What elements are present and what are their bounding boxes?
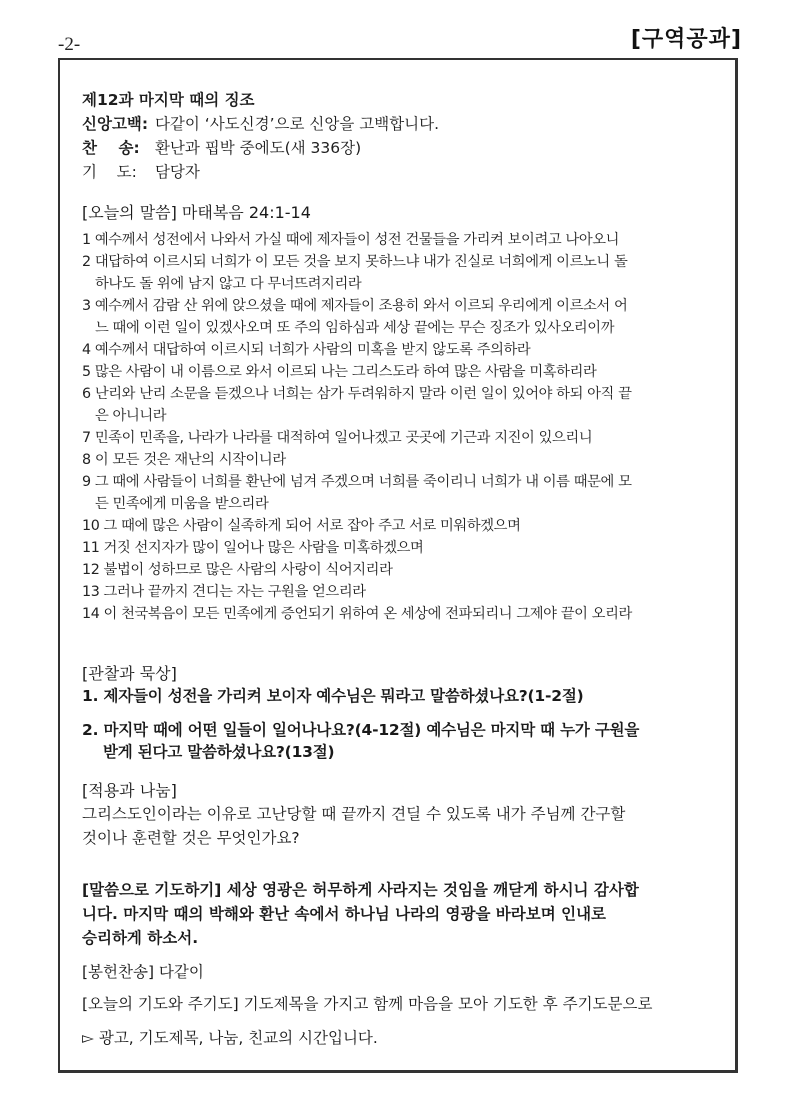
verse-text: 13 그러나 끝까지 견디는 자는 구원을 얻으리라	[82, 584, 366, 600]
verse-text: 8 이 모든 것은 재난의 시작이니라	[82, 452, 286, 468]
creed-label: 신앙고백:	[82, 115, 149, 133]
prayer-time: [오늘의 기도와 주기도] 기도제목을 가지고 함께 마음을 모아 기도한 후 주기도문으로	[82, 995, 653, 1013]
hymn-row	[82, 136, 722, 160]
verse-text: 12 불법이 성하므로 많은 사람의 사랑이 식어지리라	[82, 562, 393, 578]
creed-text: 다같이 ‘사도신경’으로 신앙을 고백합니다.	[154, 115, 440, 133]
question-2	[82, 719, 722, 763]
verse-text: 3 예수께서 감람 산 위에 앉으셨을 때에 제자들이 조용히 와서 이르되 우리에게 이르소서 어	[82, 298, 628, 314]
verse-text: 6 난리와 난리 소문을 듣겠으나 너희는 삼가 두려워하지 말라 이런 일이 있어야 하되 아직 끝	[82, 386, 632, 402]
verse-text: 5 많은 사람이 내 이름으로 와서 이르되 나는 그리스도라 하여 많은 사람을 미혹하리라	[82, 364, 597, 380]
verse-text: 7 민족이 민족을, 나라가 나라를 대적하여 일어나겠고 곳곳에 기근과 지진이 있으리니	[82, 430, 593, 446]
verse-item	[82, 251, 722, 295]
hymn-text: 환난과 핍박 중에도(새 336장)	[154, 139, 362, 157]
verse-item	[82, 449, 722, 471]
verse-text: 14 이 천국복음이 모든 민족에게 증언되기 위하여 온 세상에 전파되리니 그제야 끝이 오리라	[82, 606, 632, 622]
verse-item	[82, 515, 722, 537]
verse-item	[82, 471, 722, 515]
lesson-header	[82, 88, 722, 184]
question-2-line-2: 받게 된다고 말씀하셨나요?(13절)	[103, 743, 335, 761]
verse-item	[82, 383, 722, 427]
prayer-row	[82, 160, 722, 184]
notice: ▻ 광고, 기도제목, 나눔, 친교의 시간입니다.	[82, 1029, 378, 1047]
verse-continuation: 든 민족에게 미움을 받으리라	[95, 496, 269, 512]
verse-item	[82, 427, 722, 449]
verse-text: 4 예수께서 대답하여 이르시되 너희가 사람의 미혹을 받지 않도록 주의하라	[82, 342, 531, 358]
lesson-title: 제12과 마지막 때의 징조	[82, 91, 255, 109]
observation-heading: [관찰과 묵상]	[82, 664, 177, 683]
verse-item	[82, 537, 722, 559]
verse-text: 11 거짓 선지자가 많이 일어나 많은 사람을 미혹하겠으며	[82, 540, 424, 556]
offering-hymn: [봉헌찬송] 다같이	[82, 963, 204, 981]
prayer-label: 기 도:	[82, 163, 137, 181]
application-heading: [적용과 나눔]	[82, 781, 177, 800]
verse-item	[82, 581, 722, 603]
verse-item	[82, 361, 722, 383]
verse-item	[82, 229, 722, 251]
question-1: 1. 제자들이 성전을 가리켜 보이자 예수님은 뭐라고 말씀하셨나요?(1-2절)	[82, 687, 584, 705]
verse-item	[82, 559, 722, 581]
closing-prayer-line-2: 니다. 마지막 때의 박해와 환난 속에서 하나님 나라의 영광을 바라보며 인내로	[82, 905, 607, 923]
closing-prayer-line-3: 승리하게 하소서.	[82, 929, 199, 947]
verse-text: 1 예수께서 성전에서 나와서 가실 때에 제자들이 성전 건물들을 가리켜 보이려고 나아오니	[82, 232, 620, 248]
verse-item	[82, 339, 722, 361]
verse-continuation: 은 아니니라	[95, 408, 167, 424]
verse-text: 9 그 때에 사람들이 너희를 환난에 넘겨 주겠으며 너희를 죽이리니 너희가 내 이름 때문에 모	[82, 474, 632, 490]
scripture-section	[82, 202, 722, 625]
verse-continuation: 하나도 돌 위에 남지 않고 다 무너뜨려지리라	[95, 276, 362, 292]
section-tag: [구역공과]	[630, 27, 742, 52]
observation-section	[82, 663, 722, 763]
hymn-label: 찬 송:	[82, 139, 140, 157]
prayer-text: 담당자	[154, 163, 200, 181]
question-2-line-1: 2. 마지막 때에 어떤 일들이 일어나나요?(4-12절) 예수님은 마지막 때 누가 구원을	[82, 721, 640, 739]
application-section	[82, 780, 722, 850]
verse-continuation: 느 때에 이런 일이 있겠사오며 또 주의 임하심과 세상 끝에는 무슨 징조가 있사오리이까	[95, 320, 615, 336]
verse-text: 2 대답하여 이르시되 너희가 이 모든 것을 보지 못하느냐 내가 진실로 너희에게 이르노니 돌	[82, 254, 628, 270]
creed-row	[82, 112, 722, 136]
verse-item	[82, 603, 722, 625]
verse-list	[82, 229, 722, 625]
verse-text: 10 그 때에 많은 사람이 실족하게 되어 서로 잡아 주고 서로 미워하겠으며	[82, 518, 521, 534]
scripture-heading: [오늘의 말씀] 마태복음 24:1-14	[82, 203, 311, 222]
page-number: -2-	[58, 34, 81, 55]
application-line-1: 그리스도인이라는 이유로 고난당할 때 끝까지 견딜 수 있도록 내가 주님께 간구할	[82, 805, 626, 823]
closing-prayer-section	[82, 878, 722, 950]
closing-prayer-line-1: [말씀으로 기도하기] 세상 영광은 허무하게 사라지는 것임을 깨닫게 하시니 감사합	[82, 881, 639, 899]
verse-item	[82, 295, 722, 339]
application-line-2: 것이나 훈련할 것은 무엇인가요?	[82, 829, 300, 847]
